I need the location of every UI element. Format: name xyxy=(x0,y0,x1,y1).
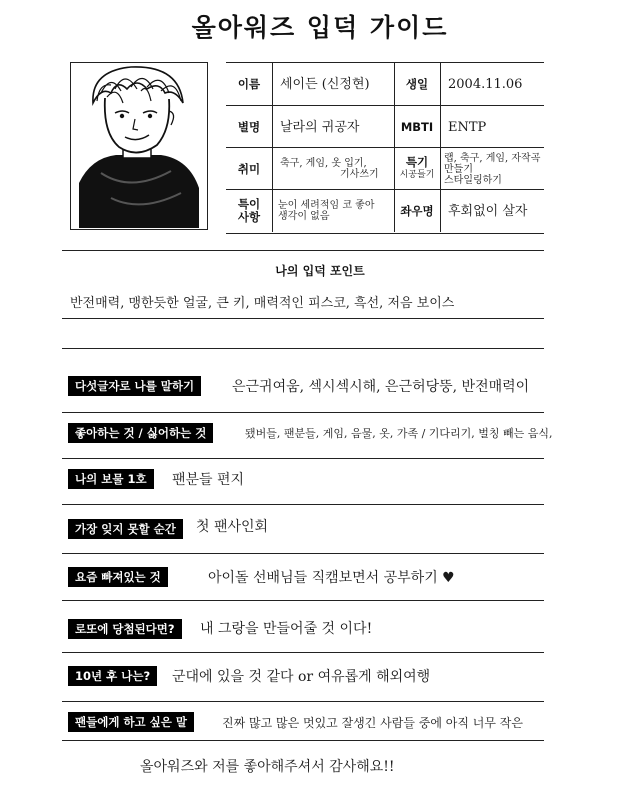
question-label: 좋아하는 것 / 싫어하는 것 xyxy=(68,423,213,443)
section-answer: 반전매력, 맹한듯한 얼굴, 큰 키, 매력적인 피스코, 흑선, 저음 보이스 xyxy=(70,296,455,311)
birth-label: 생일 xyxy=(405,76,429,91)
motto-value: 후회없이 살자 xyxy=(448,203,528,219)
profile-table xyxy=(226,62,544,234)
question-answer: 첫 팬사인회 xyxy=(196,519,269,535)
hobby-value-line-1: 축구, 게임, 옷 입기, xyxy=(280,158,367,169)
question-label: 10년 후 나는? xyxy=(68,666,157,686)
question-answer: 됐버들, 팬분들, 게임, 음물, 옷, 가족 / 기다리기, 벌칭 빼는 음식, xyxy=(245,427,553,440)
profile-row-nickname xyxy=(226,105,544,148)
divider xyxy=(62,318,544,319)
special-label-line-2: 사항 xyxy=(237,210,261,224)
skill-overflow-text: 시공들기 xyxy=(399,170,435,180)
hobby-value xyxy=(280,148,392,190)
hobby-value-line-2: 기사쓰기 xyxy=(340,169,379,180)
divider xyxy=(62,504,544,505)
page-title: 올아워즈 입덕 가이드 xyxy=(191,13,449,42)
name-value: 세이든 (신정현) xyxy=(280,76,370,92)
profile-row-name xyxy=(226,63,544,105)
motto-label: 좌우명 xyxy=(400,203,434,218)
profile-row-special xyxy=(226,189,544,232)
special-label-line-1: 특이 xyxy=(237,197,261,211)
divider xyxy=(62,652,544,653)
section-title: 나의 입덕 포인트 xyxy=(275,264,365,278)
profile-row-hobby xyxy=(226,147,544,190)
skill-value-line-1: 랩, 축구, 게임, 자작곡 만들기 xyxy=(444,152,541,175)
birth-value: 2004.11.06 xyxy=(448,76,523,92)
question-answer: 군대에 있을 것 같다 or 여유롭게 해외여행 xyxy=(172,669,431,685)
special-value-line-1: 눈이 세려적임 코 좋아 xyxy=(278,200,375,211)
skill-label-text: 특기 xyxy=(405,155,429,169)
divider xyxy=(62,553,544,554)
divider xyxy=(62,600,544,601)
question-answer: 진짜 많고 많은 멋있고 잘생긴 사람들 중에 아직 너무 작은 xyxy=(222,716,523,730)
skill-value-line-2: 스타일링하기 xyxy=(444,174,502,186)
question-label: 로또에 당첨된다면? xyxy=(68,619,182,639)
question-answer: 은근귀여움, 섹시섹시해, 은근허당뚱, 반전매력이 xyxy=(232,379,530,395)
question-label: 나의 보물 1호 xyxy=(68,469,154,489)
mbti-value: ENTP xyxy=(448,119,487,135)
question-label: 팬들에게 하고 싶은 말 xyxy=(68,712,194,732)
skill-label xyxy=(394,148,440,190)
divider xyxy=(62,250,544,251)
special-value-line-2: 생각이 없음 xyxy=(278,211,330,222)
question-answer: 아이돌 선배님들 직캠보면서 공부하기 ♥ xyxy=(208,570,455,586)
nickname-value: 날라의 귀공자 xyxy=(280,119,360,135)
nickname-label: 별명 xyxy=(237,119,261,134)
divider xyxy=(62,412,544,413)
question-label: 다섯글자로 나를 말하기 xyxy=(68,376,201,396)
special-label xyxy=(226,190,272,232)
divider xyxy=(62,701,544,702)
mbti-label: MBTI xyxy=(400,119,434,134)
skill-value xyxy=(444,148,544,190)
question-answer: 팬분들 편지 xyxy=(172,472,245,488)
question-label: 가장 잊지 못할 순간 xyxy=(68,519,183,539)
divider xyxy=(62,348,544,349)
hobby-label: 취미 xyxy=(237,161,261,176)
divider xyxy=(62,740,544,741)
question-answer-continued: 올아워즈와 저를 좋아해주셔서 감사해요!! xyxy=(140,759,395,775)
divider xyxy=(62,458,544,459)
question-answer: 내 그랑을 만들어줄 것 이다! xyxy=(200,621,373,637)
portrait-sketch-icon xyxy=(71,63,206,228)
question-label: 요즘 빠져있는 것 xyxy=(68,567,168,587)
name-label: 이름 xyxy=(237,76,261,91)
portrait-drawing xyxy=(70,62,208,230)
special-value xyxy=(278,190,392,232)
